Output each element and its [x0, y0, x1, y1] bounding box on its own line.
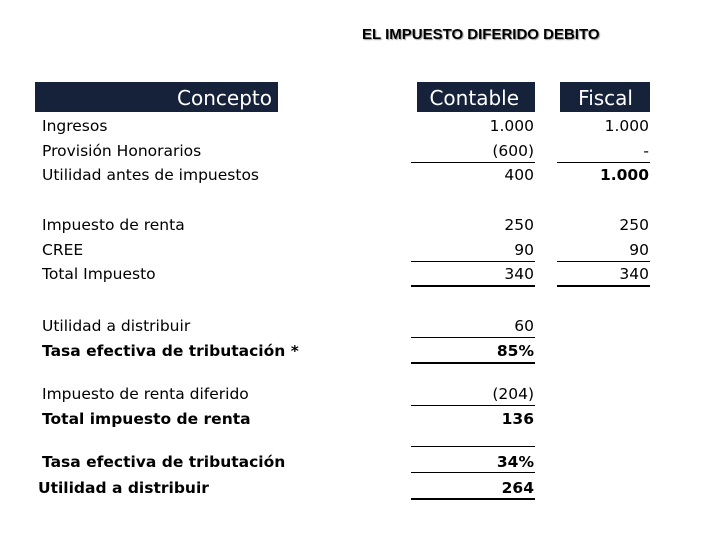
row-label-impuesto-diferido: Impuesto de renta diferido	[42, 385, 249, 403]
page-title: EL IMPUESTO DIFERIDO DEBITO	[362, 26, 600, 43]
row-label-tasa-efectiva: Tasa efectiva de tributación *	[42, 342, 299, 360]
total-line	[411, 362, 535, 364]
row-label-utilidad-distribuir: Utilidad a distribuir	[42, 317, 191, 335]
total-line	[411, 285, 535, 287]
contable-total-impuesto: 340	[504, 265, 534, 283]
row-label-cree: CREE	[42, 241, 84, 259]
row-label-tasa-efectiva-final: Tasa efectiva de tributación	[42, 453, 286, 471]
row-label-total-impuesto: Total Impuesto	[42, 265, 156, 283]
header-contable: Contable	[417, 82, 535, 112]
subtotal-line	[557, 162, 650, 163]
row-label-ingresos: Ingresos	[42, 117, 108, 135]
contable-tasa-efectiva: 85%	[496, 342, 534, 360]
contable-utilidad-distribuir-final: 264	[501, 479, 534, 497]
contable-utilidad-antes-impuestos: 400	[504, 166, 534, 184]
row-label-utilidad-distribuir-final: Utilidad a distribuir	[38, 479, 209, 497]
header-fiscal: Fiscal	[560, 82, 650, 112]
total-line	[557, 285, 650, 287]
contable-total-impuesto-renta: 136	[501, 410, 534, 428]
subtotal-line	[411, 405, 535, 406]
subtotal-line	[411, 162, 535, 163]
subtotal-line	[411, 337, 535, 338]
subtotal-line	[411, 472, 535, 473]
fiscal-impuesto-renta: 250	[619, 216, 649, 234]
fiscal-utilidad-antes-impuestos: 1.000	[599, 166, 649, 184]
fiscal-total-impuesto: 340	[619, 265, 649, 283]
header-concepto: Concepto	[35, 82, 278, 112]
contable-ingresos: 1.000	[489, 117, 534, 135]
contable-utilidad-distribuir: 60	[514, 317, 534, 335]
fiscal-cree: 90	[629, 241, 649, 259]
row-label-total-impuesto-renta: Total impuesto de renta	[42, 410, 251, 428]
contable-tasa-efectiva-final: 34%	[496, 453, 534, 471]
contable-cree: 90	[514, 241, 534, 259]
subtotal-line	[411, 261, 535, 262]
fiscal-provision-honorarios: -	[643, 142, 649, 160]
total-line	[411, 498, 535, 500]
row-label-provision-honorarios: Provisión Honorarios	[42, 142, 202, 160]
row-label-impuesto-renta: Impuesto de renta	[42, 216, 185, 234]
contable-impuesto-diferido: (204)	[492, 385, 534, 403]
subtotal-line	[557, 261, 650, 262]
contable-provision-honorarios: (600)	[492, 142, 534, 160]
fiscal-ingresos: 1.000	[604, 117, 649, 135]
row-label-utilidad-antes-impuestos: Utilidad antes de impuestos	[42, 166, 259, 184]
divider-line	[411, 446, 535, 447]
contable-impuesto-renta: 250	[504, 216, 534, 234]
